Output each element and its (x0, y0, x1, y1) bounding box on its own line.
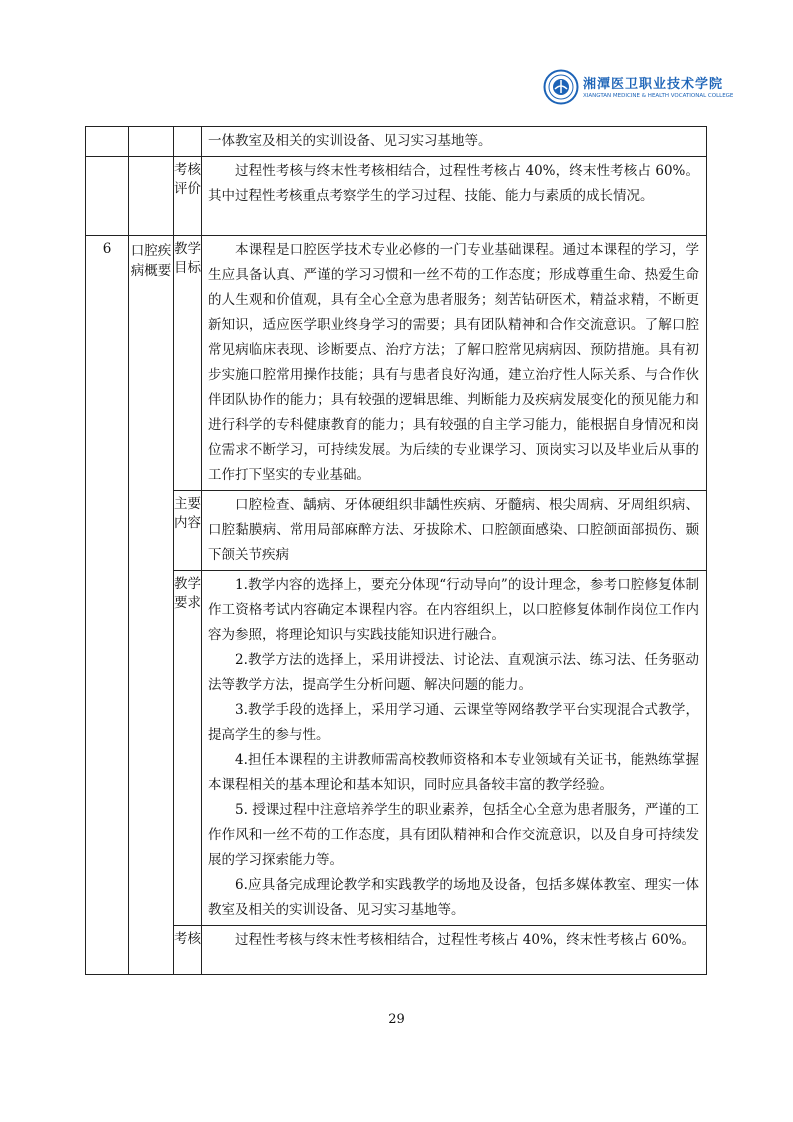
content-text: 口腔检查、龋病、牙体硬组织非龋性疾病、牙髓病、根尖周病、牙周组织病、口腔黏膜病、常用局部麻醉方法、牙拔除术、口腔颌面感染、口腔颌面部损伤、颞下颌关节疾病 (208, 497, 699, 563)
assessment-text: 过程性考核与终末性考核相结合，过程性考核占 40%，终末性考核占 60%。其中过程性考核重点考察学生的学习过程、技能、能力与素质的成长情况。 (208, 163, 699, 204)
assessment-label: 考核评价 (174, 157, 202, 236)
requirement-item: 5. 授课过程中注意培养学生的职业素养，包括全心全意为患者服务，严谨的工作作风和一丝不苟的工作态度，具有团队精神和合作交流意识，以及自身可持续发展的学习探索能力等。 (208, 802, 699, 868)
goals-text: 本课程是口腔医学技术专业必修的一门专业基础课程。通过本课程的学习，学生应具备认真、严谨的学习习惯和一丝不苟的工作态度；形成尊重生命、热爱生命的人生观和价值观，具有全心全意为患者服务；刻苦钻研医术，精益求精，不断更新知识，适应医学职业终身学习的需要；具有团队精神和合作交流意识。了解口腔常见病临床表现、诊断要点、治疗方法；了解口腔常见病病因、预防措施。具有初步实施口腔常用操作技能；具有与患者良好沟通，建立治疗性人际关系、与合作伙伴团队协作的能力；具有较强的逻辑思维、判断能力及疾病发展变化的预见能力和进行科学的专科健康教育的能力；具有较强的自主学习能力，能根据自身情况和岗位需求不断学习，可持续发展。为后续的专业课学习、顶岗实习以及毕业后从事的工作打下坚实的专业基础。 (208, 242, 699, 483)
table-row (86, 236, 707, 491)
school-seal-icon (543, 69, 579, 105)
goals-label: 教学目标 (174, 236, 202, 491)
course-name: 口腔疾病概要 (129, 236, 174, 975)
page-number: 29 (388, 1012, 405, 1027)
requirements-label: 教学要求 (174, 571, 202, 926)
requirement-item: 3.教学手段的选择上，采用学习通、云课堂等网络教学平台实现混合式教学，提高学生的参与性。 (208, 702, 699, 743)
requirement-item: 4.担任本课程的主讲教师需高校教师资格和本专业领域有关证书，能熟练掌握本课程相关的基本理论和基本知识，同时应具备较丰富的教学经验。 (208, 752, 699, 793)
requirement-item: 6.应具备完成理论教学和实践教学的场地及设备，包括多媒体教室、理实一体教室及相关的实训设备、见习实习基地等。 (208, 877, 699, 918)
assessment-label: 考核 (174, 926, 202, 975)
course-number: 6 (86, 236, 129, 975)
assessment-text: 过程性考核与终末性考核相结合，过程性考核占 40%，终末性考核占 60%。 (235, 932, 696, 948)
table-row (86, 157, 707, 236)
table-row (86, 926, 707, 975)
school-logo (543, 69, 734, 113)
content-label: 主要内容 (174, 491, 202, 571)
requirement-item: 1.教学内容的选择上，要充分体现“行动导向”的设计理念，参考口腔修复体制作工资格考试内容确定本课程内容。在内容组织上，以口腔修复体制作岗位工作内容为参照，将理论知识与实践技能知识进行融合。 (208, 577, 699, 643)
school-name: 湘潭医卫职业技术学院 (583, 77, 724, 92)
table-row (86, 127, 707, 157)
course-table (85, 126, 707, 975)
school-name-en: XIANGTAN MEDICINE & HEALTH VOCATIONAL COLLEGE (583, 93, 734, 99)
table-row (86, 571, 707, 926)
requirement-item: 2.教学方法的选择上，采用讲授法、讨论法、直观演示法、练习法、任务驱动法等教学方法，提高学生分析问题、解决问题的能力。 (208, 652, 699, 693)
table-row (86, 491, 707, 571)
facilities-text: 一体教室及相关的实训设备、见习实习基地等。 (208, 133, 492, 149)
